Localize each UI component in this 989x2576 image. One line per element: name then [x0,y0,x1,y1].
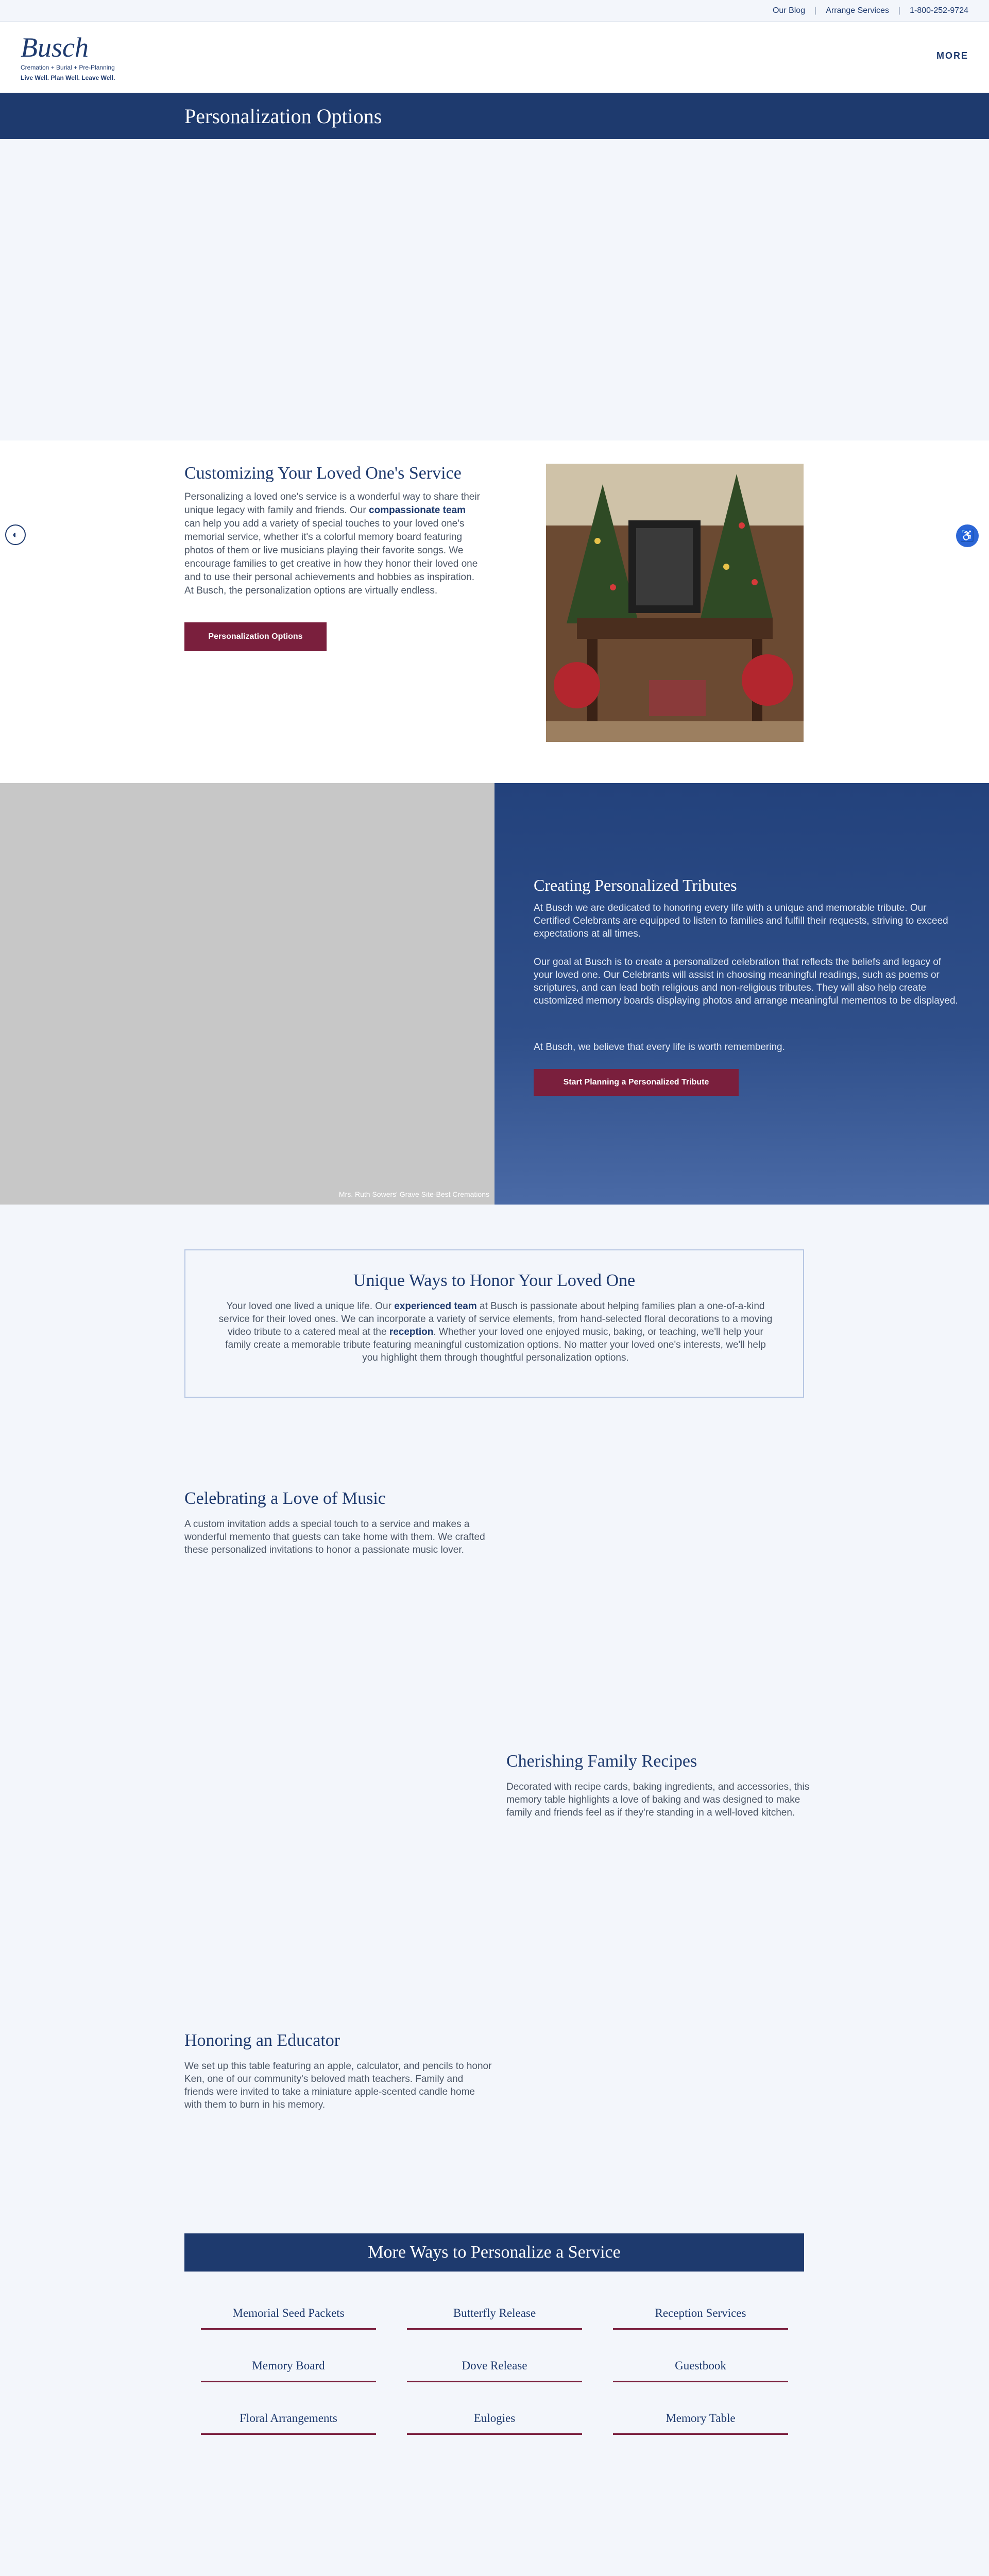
way-link-floral-arrangements[interactable]: Floral Arrangements [201,2403,376,2435]
tributes-panel [494,783,989,1205]
educator-title: Honoring an Educator [184,2031,340,2050]
way-link-memory-board[interactable]: Memory Board [201,2350,376,2382]
reception-link[interactable]: reception [389,1327,434,1337]
way-link-dove-release[interactable]: Dove Release [407,2350,582,2382]
cookie-settings-icon[interactable]: ◐ [5,524,26,545]
page-title: Personalization Options [184,105,382,128]
way-link-guestbook[interactable]: Guestbook [613,2350,788,2382]
experienced-team-link[interactable]: experienced team [394,1301,477,1312]
utility-links [773,6,968,15]
more-ways-title: More Ways to Personalize a Service [368,2243,621,2262]
intro-text-b: can help you add a variety of special touches to your loved one's memorial service, whether it's a colorful memory board featuring photos of them or live musicians playing their favorite songs. We encourage families to get creative in how they honor their loved one and to use their personal achievements and hobbies as inspiration. At Busch, the personalization options are virtually endless. [184,518,478,596]
tributes-paragraph-1: At Busch we are dedicated to honoring every life with a unique and memorable tribute. Our Certified Celebrants are equipped to listen to families and fulfill their requests, striving to exceed expectations at all times. [534,903,948,939]
tributes-title: Creating Personalized Tributes [534,876,737,894]
unique-text-a: Your loved one lived a unique life. Our [226,1301,395,1312]
more-ways-header [184,2233,804,2272]
phone-link[interactable]: 1-800-252-9724 [910,6,968,15]
tributes-section [0,783,989,1205]
blog-link[interactable]: Our Blog [772,6,806,15]
unique-ways-box [184,1249,804,1398]
educator-text: We set up this table featuring an apple, calculator, and pencils to honor Ken, one of our community's beloved math teachers. Family and friends were invited to take a miniature apple-scented candle home with them to burn in his memory. [184,2061,492,2110]
educator-feature [184,2031,493,2111]
more-ways-grid [201,2298,788,2435]
way-link-eulogies[interactable]: Eulogies [407,2403,582,2435]
tributes-paragraph-3: At Busch, we believe that every life is worth remembering. [534,1042,785,1053]
unique-ways-text [217,1300,774,1364]
image-caption: Mrs. Ruth Sowers' Grave Site-Best Cremations [338,1190,489,1198]
divider: | [898,6,901,15]
intro-section [0,440,989,783]
logo-wordmark: Busch [21,32,89,63]
arrange-services-link[interactable]: Arrange Services [826,6,889,15]
logo-tagline: Live Well. Plan Well. Leave Well. [21,74,115,81]
music-feature [184,1489,493,1556]
way-link-memory-table[interactable]: Memory Table [613,2403,788,2435]
tributes-paragraph-2: Our goal at Busch is to create a personalized celebration that reflects the beliefs and legacy of your loved one. Our Celebrants will assist in choosing meaningful readings, such as poems or scriptures, and can lead both religious and non-religious tributes. They will also help create customized memory boards displaying photos and arrange meaningful mementos to be displayed. [534,957,958,1006]
site-header [0,22,989,93]
team-link[interactable]: compassionate team [369,505,466,516]
unique-ways-title: Unique Ways to Honor Your Loved One [353,1271,636,1290]
recipes-feature [506,1752,815,1819]
intro-text-a: Personalizing a loved one's service is a wonderful way to share their unique legacy with family and friends. Our [184,492,480,516]
accessibility-icon[interactable]: ♿ [956,524,979,547]
site-logo[interactable] [21,32,149,83]
recipes-title: Cherishing Family Recipes [506,1752,697,1771]
page-banner [0,93,989,139]
divider: | [814,6,817,15]
way-link-seed-packets[interactable]: Memorial Seed Packets [201,2298,376,2330]
unique-text-c: . Whether your loved one enjoyed music, baking, or teaching, we'll help your family create a memorable tribute featuring meaningful customization options. No matter your loved one's interests, we'll help you highlight them through thoughtful personalization options. [225,1327,766,1363]
music-text: A custom invitation adds a special touch to a service and makes a wonderful memento that guests can take home with them. We crafted these personalized invitations to honor a passionate music lover. [184,1519,485,1555]
recipes-text: Decorated with recipe cards, baking ingredients, and accessories, this memory table highlights a love of baking and was designed to make family and friends feel as if they're standing in a well-loved kitchen. [506,1782,810,1818]
intro-title: Customizing Your Loved One's Service [184,464,462,483]
more-menu-button[interactable]: MORE [936,50,968,61]
utility-bar [0,0,989,22]
way-link-reception-services[interactable]: Reception Services [613,2298,788,2330]
way-link-butterfly-release[interactable]: Butterfly Release [407,2298,582,2330]
start-planning-button[interactable]: Start Planning a Personalized Tribute [534,1069,739,1096]
memorial-photo [546,464,804,742]
memorial-photo-art [546,464,804,742]
music-title: Celebrating a Love of Music [184,1489,386,1508]
personalization-options-button[interactable]: Personalization Options [184,622,327,651]
logo-subtitle: Cremation + Burial + Pre-Planning [21,64,115,71]
unique-text-b: at Busch is passionate about helping families plan a one-of-a-kind service for their loved ones. We can incorporate a variety of service elements, from hand-selected floral decorations to a moving video tribute to a catered meal at the [218,1301,773,1337]
hero-area [0,139,989,440]
intro-text [184,490,483,598]
grave-site-image [0,783,494,1205]
